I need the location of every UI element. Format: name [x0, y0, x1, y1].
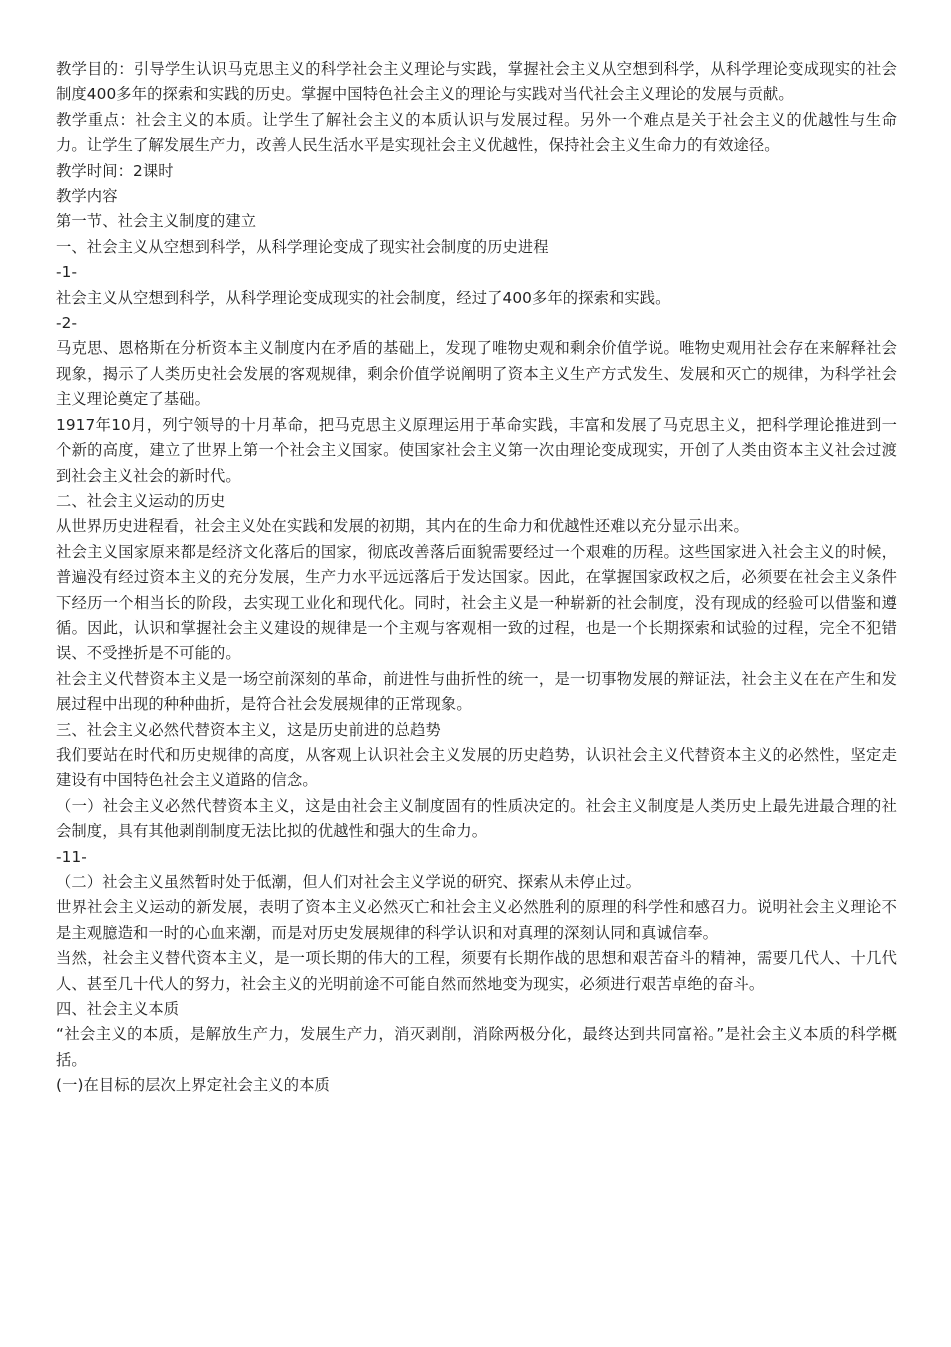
body-paragraph: 从世界历史进程看，社会主义处在实践和发展的初期，其内在的生命力和优越性还难以充分显示出来。 — [56, 517, 749, 536]
teaching-time-line: 教学时间：2课时 — [56, 161, 174, 180]
body-paragraph: “社会主义的本质，是解放生产力，发展生产力，消灭剥削，消除两极分化，最终达到共同富裕。”是社会主义本质的科学概括。 — [56, 1025, 897, 1069]
body-paragraph: 社会主义从空想到科学，从科学理论变成现实的社会制度，经过了400多年的探索和实践。 — [56, 288, 671, 307]
page-marker: -1- — [56, 263, 78, 282]
body-paragraph: 社会主义国家原来都是经济文化落后的国家，彻底改善落后面貌需要经过一个艰难的历程。这些国家进入社会主义的时候，普遍没有经过资本主义的充分发展，生产力水平远远落后于发达国家。因此，在掌握国家政权之后，必须要在社会主义条件下经历一个相当长的阶段，去实现工业化和现代化。同时，社会主义是一种崭新的社会制度，没有现成的经验可以借鉴和遵循。因此，认识和掌握社会主义建设的规律是一个主观与客观相一致的过程，也是一个长期探索和试验的过程，完全不犯错误、不受挫折是不可能的。 — [56, 542, 897, 663]
body-paragraph: 我们要站在时代和历史规律的高度，从客观上认识社会主义发展的历史趋势，认识社会主义代替资本主义的必然性，坚定走建设有中国特色社会主义道路的信念。 — [56, 745, 897, 790]
section-1-heading: 第一节、社会主义制度的建立 — [56, 212, 257, 231]
body-paragraph: 社会主义代替资本主义是一场空前深刻的革命，前进性与曲折性的统一，是一切事物发展的辩证法，社会主义在在产生和发展过程中出现的种种曲折，是符合社会发展规律的正常现象。 — [56, 669, 897, 714]
body-paragraph: 当然，社会主义替代资本主义，是一项长期的伟大的工程，须要有长期作战的思想和艰苦奋斗的精神，需要几代人、十几代人、甚至几十代人的努力，社会主义的光明前途不可能自然而然地变为现实，必须进行艰苦卓绝的奋斗。 — [56, 949, 897, 993]
subsection-2-heading: 二、社会主义运动的历史 — [56, 491, 226, 510]
subsection-1-heading: 一、社会主义从空想到科学，从科学理论变成了现实社会制度的历史进程 — [56, 237, 549, 256]
body-paragraph: 1917年10月，列宁领导的十月革命，把马克思主义原理运用于革命实践，丰富和发展了马克思主义，把科学理论推进到一个新的高度，建立了世界上第一个社会主义国家。使国家社会主义第一次由理论变成现实，开创了人类由资本主义社会过渡到社会主义社会的新时代。 — [56, 415, 897, 485]
teaching-objective-paragraph: 教学目的：引导学生认识马克思主义的科学社会主义理论与实践，掌握社会主义从空想到科学，从科学理论变成现实的社会制度400多年的探索和实践的历史。掌握中国特色社会主义的理论与实践对当代社会主义理论的发展与贡献。 — [56, 60, 897, 104]
subsection-3-heading: 三、社会主义必然代替资本主义，这是历史前进的总趋势 — [56, 720, 441, 739]
teaching-focus-paragraph: 教学重点：社会主义的本质。让学生了解社会主义的本质认识与发展过程。另外一个难点是关于社会主义的优越性与生命力。让学生了解发展生产力，改善人民生活水平是实现社会主义优越性，保持社会主义生命力的有效途径。 — [56, 110, 897, 155]
teaching-content-heading: 教学内容 — [56, 187, 118, 206]
body-paragraph: 世界社会主义运动的新发展，表明了资本主义必然灭亡和社会主义必然胜利的原理的科学性和感召力。说明社会主义理论不是主观臆造和一时的心血来潮，而是对历史发展规律的科学认识和对真理的深刻认同和真诚信奉。 — [56, 898, 897, 942]
page-marker: -2- — [56, 314, 78, 333]
body-paragraph: （二）社会主义虽然暂时处于低潮，但人们对社会主义学说的研究、探索从未停止过。 — [56, 873, 642, 891]
body-paragraph: （一）社会主义必然代替资本主义，这是由社会主义制度固有的性质决定的。社会主义制度是人类历史上最先进最合理的社会制度，具有其他剥削制度无法比拟的优越性和强大的生命力。 — [56, 796, 897, 841]
subsubsection-heading: (一)在目标的层次上界定社会主义的本质 — [56, 1076, 330, 1095]
page-marker: -11- — [56, 847, 87, 866]
subsection-4-heading: 四、社会主义本质 — [56, 1000, 180, 1019]
body-paragraph: 马克思、恩格斯在分析资本主义制度内在矛盾的基础上，发现了唯物史观和剩余价值学说。唯物史观用社会存在来解释社会现象，揭示了人类历史社会发展的客观规律，剩余价值学说阐明了资本主义生产方式发生、发展和灭亡的规律，为科学社会主义理论奠定了基础。 — [56, 339, 897, 409]
